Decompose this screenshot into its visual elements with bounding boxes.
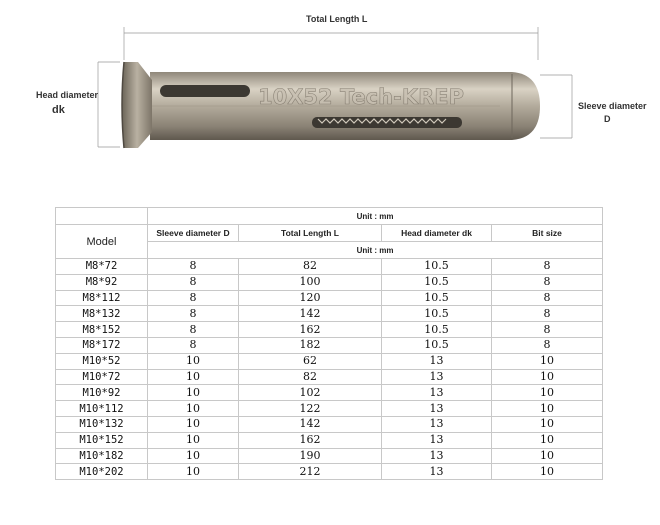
cell-bit-size: 8: [492, 306, 603, 322]
unit-top: Unit : mm: [148, 208, 603, 225]
cell-total-length: 62: [239, 353, 382, 369]
header-head-diameter: Head diameter dk: [382, 225, 492, 242]
table-row: [56, 337, 603, 353]
cell-total-length: 162: [239, 432, 382, 448]
cell-bit-size: 10: [492, 432, 603, 448]
cell-total-length: 190: [239, 448, 382, 464]
cell-sleeve-diameter: 10: [148, 369, 239, 385]
cell-total-length: 182: [239, 337, 382, 353]
header-sleeve-diameter: Sleeve diameter D: [148, 225, 239, 242]
cell-total-length: 212: [239, 464, 382, 480]
cell-head-diameter: 10.5: [382, 322, 492, 338]
cell-model: M10*182: [56, 448, 148, 464]
cell-sleeve-diameter: 8: [148, 274, 239, 290]
cell-sleeve-diameter: 10: [148, 385, 239, 401]
cell-sleeve-diameter: 10: [148, 464, 239, 480]
sleeve-diameter-label: Sleeve diameter: [578, 101, 647, 111]
cell-model: M10*152: [56, 432, 148, 448]
table-row: [56, 322, 603, 338]
cell-bit-size: 10: [492, 369, 603, 385]
cell-model: M10*52: [56, 353, 148, 369]
cell-head-diameter: 10.5: [382, 274, 492, 290]
cell-total-length: 162: [239, 322, 382, 338]
cell-bit-size: 10: [492, 385, 603, 401]
cell-bit-size: 10: [492, 353, 603, 369]
cell-sleeve-diameter: 8: [148, 337, 239, 353]
table-row: [56, 448, 603, 464]
cell-bit-size: 8: [492, 274, 603, 290]
table-row: [56, 353, 603, 369]
table-row: [56, 369, 603, 385]
cell-model: M10*202: [56, 464, 148, 480]
cell-head-diameter: 13: [382, 369, 492, 385]
cell-sleeve-diameter: 10: [148, 432, 239, 448]
cell-total-length: 82: [239, 369, 382, 385]
anchor-diagram: [0, 0, 660, 200]
cell-bit-size: 10: [492, 464, 603, 480]
table-row: [56, 464, 603, 480]
header-model: Model: [56, 225, 148, 259]
cell-head-diameter: 13: [382, 448, 492, 464]
cell-sleeve-diameter: 10: [148, 416, 239, 432]
cell-head-diameter: 10.5: [382, 259, 492, 275]
cell-head-diameter: 13: [382, 416, 492, 432]
cell-sleeve-diameter: 8: [148, 306, 239, 322]
cell-sleeve-diameter: 8: [148, 322, 239, 338]
cell-model: M8*172: [56, 337, 148, 353]
table-row: [56, 432, 603, 448]
cell-total-length: 142: [239, 416, 382, 432]
cell-model: M8*132: [56, 306, 148, 322]
cell-model: M10*132: [56, 416, 148, 432]
cell-model: M10*112: [56, 401, 148, 417]
cell-model: M10*72: [56, 369, 148, 385]
cell-model: M8*72: [56, 259, 148, 275]
cell-bit-size: 10: [492, 416, 603, 432]
cell-bit-size: 8: [492, 290, 603, 306]
cell-head-diameter: 10.5: [382, 306, 492, 322]
cell-bit-size: 10: [492, 448, 603, 464]
cell-model: M8*152: [56, 322, 148, 338]
spec-table: [55, 207, 603, 480]
cell-model: M8*92: [56, 274, 148, 290]
anchor-marking: 10X52 Tech-KREP: [258, 85, 465, 109]
cell-head-diameter: 10.5: [382, 337, 492, 353]
table-row: [56, 306, 603, 322]
table-row: [56, 290, 603, 306]
table-row: [56, 274, 603, 290]
header-total-length: Total Length L: [239, 225, 382, 242]
head-diameter-label: Head diameter: [36, 90, 99, 100]
table-row: [56, 416, 603, 432]
cell-bit-size: 8: [492, 337, 603, 353]
cell-head-diameter: 13: [382, 353, 492, 369]
cell-bit-size: 8: [492, 259, 603, 275]
cell-sleeve-diameter: 8: [148, 290, 239, 306]
cell-model: M10*92: [56, 385, 148, 401]
cell-sleeve-diameter: 10: [148, 448, 239, 464]
cell-sleeve-diameter: 10: [148, 401, 239, 417]
anchor-head: [122, 62, 152, 148]
cell-head-diameter: 13: [382, 464, 492, 480]
cell-total-length: 142: [239, 306, 382, 322]
cell-total-length: 120: [239, 290, 382, 306]
cell-head-diameter: 13: [382, 432, 492, 448]
table-row: [56, 259, 603, 275]
cell-sleeve-diameter: 10: [148, 353, 239, 369]
cell-head-diameter: 13: [382, 385, 492, 401]
cell-bit-size: 10: [492, 401, 603, 417]
unit-sub: Unit : mm: [148, 242, 603, 259]
cell-sleeve-diameter: 8: [148, 259, 239, 275]
head-diameter-symbol: dk: [52, 104, 65, 116]
cell-total-length: 100: [239, 274, 382, 290]
cell-head-diameter: 13: [382, 401, 492, 417]
table-row: [56, 385, 603, 401]
cell-model: M8*112: [56, 290, 148, 306]
table-body: [56, 259, 603, 480]
cell-total-length: 82: [239, 259, 382, 275]
cell-bit-size: 8: [492, 322, 603, 338]
blank-top-left: [56, 208, 148, 225]
total-length-label: Total Length L: [306, 14, 368, 24]
cell-head-diameter: 10.5: [382, 290, 492, 306]
table-row: [56, 401, 603, 417]
sleeve-diameter-symbol: D: [604, 114, 611, 124]
header-bit-size: Bit size: [492, 225, 603, 242]
cell-total-length: 122: [239, 401, 382, 417]
cell-total-length: 102: [239, 385, 382, 401]
